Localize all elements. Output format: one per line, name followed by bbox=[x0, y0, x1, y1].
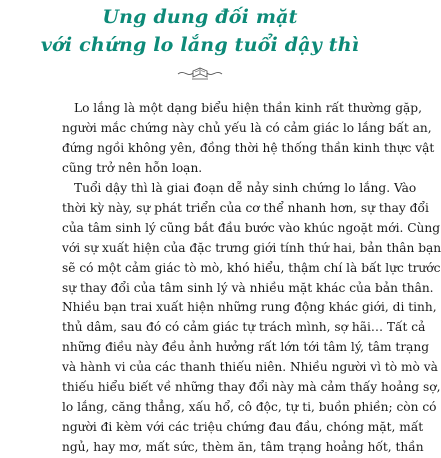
paragraph-line: thiếu hiểu biết về những thay đổi này mà cảm thấy hoảng sợ, bbox=[62, 380, 441, 395]
paragraph-line: và hành vi của các thanh thiếu niên. Nhiều người vì tò mò và bbox=[62, 360, 438, 375]
paragraph-2 bbox=[62, 179, 441, 458]
paragraph-line: của tâm sinh lý cũng bắt đầu bước vào khúc ngoặt mới. Cùng bbox=[62, 220, 441, 235]
paragraph-line: với sự xuất hiện của đặc trưng giới tính thứ hai, bản thân bạn bbox=[62, 240, 441, 255]
book-flourish-icon bbox=[176, 64, 224, 82]
paragraph-line: Lo lắng là một dạng biểu hiện thần kinh rất thường gặp, bbox=[74, 101, 422, 115]
paragraph-line: đứng ngồi không yên, đồng thời hệ thống thần kinh thực vật bbox=[62, 140, 435, 155]
paragraph-line: những điều này đều ảnh hưởng rất lớn tới tâm lý, tâm trạng bbox=[62, 340, 430, 355]
paragraph-line: cũng trở nên hỗn loạn. bbox=[62, 160, 203, 175]
paragraph-line: người đi kèm với các triệu chứng đau đầu, chóng mặt, mất bbox=[62, 419, 424, 434]
paragraph-line: Nhiều bạn trai xuất hiện những rung động khác giới, di tinh, bbox=[62, 300, 437, 315]
paragraph-line: thời kỳ này, sự phát triển của cơ thể nhanh hơn, sự thay đổi bbox=[62, 200, 429, 215]
paragraph-line: sẽ có một cảm giác tò mò, khó hiểu, thậm chí là bất lực trước bbox=[62, 260, 441, 275]
paragraph-line: sự thay đổi của tâm sinh lý và nhiều mặt khác của bản thân. bbox=[62, 280, 434, 295]
paragraph-1 bbox=[62, 99, 435, 179]
chapter-title-line-2: với chứng lo lắng tuổi dậy thì bbox=[40, 34, 360, 56]
paragraph-line: ngủ, hay mơ, mất sức, thèm ăn, tâm trạng hoảng hốt, thần bbox=[62, 439, 424, 454]
paragraph-line: lo lắng, căng thẳng, xấu hổ, cô độc, tự ti, buồn phiền; còn có bbox=[62, 399, 437, 414]
paragraph-line: người mắc chứng này chủ yếu là có cảm giác lo lắng bất an, bbox=[62, 120, 432, 135]
chapter-title-line-1: Ung dung đối mặt bbox=[102, 6, 298, 28]
paragraph-line: Tuổi dậy thì là giai đoạn dễ nảy sinh chứng lo lắng. Vào bbox=[74, 181, 417, 195]
paragraph-line: thủ dâm, sau đó có cảm giác tự trách mình, sợ hãi… Tất cả bbox=[62, 320, 426, 335]
